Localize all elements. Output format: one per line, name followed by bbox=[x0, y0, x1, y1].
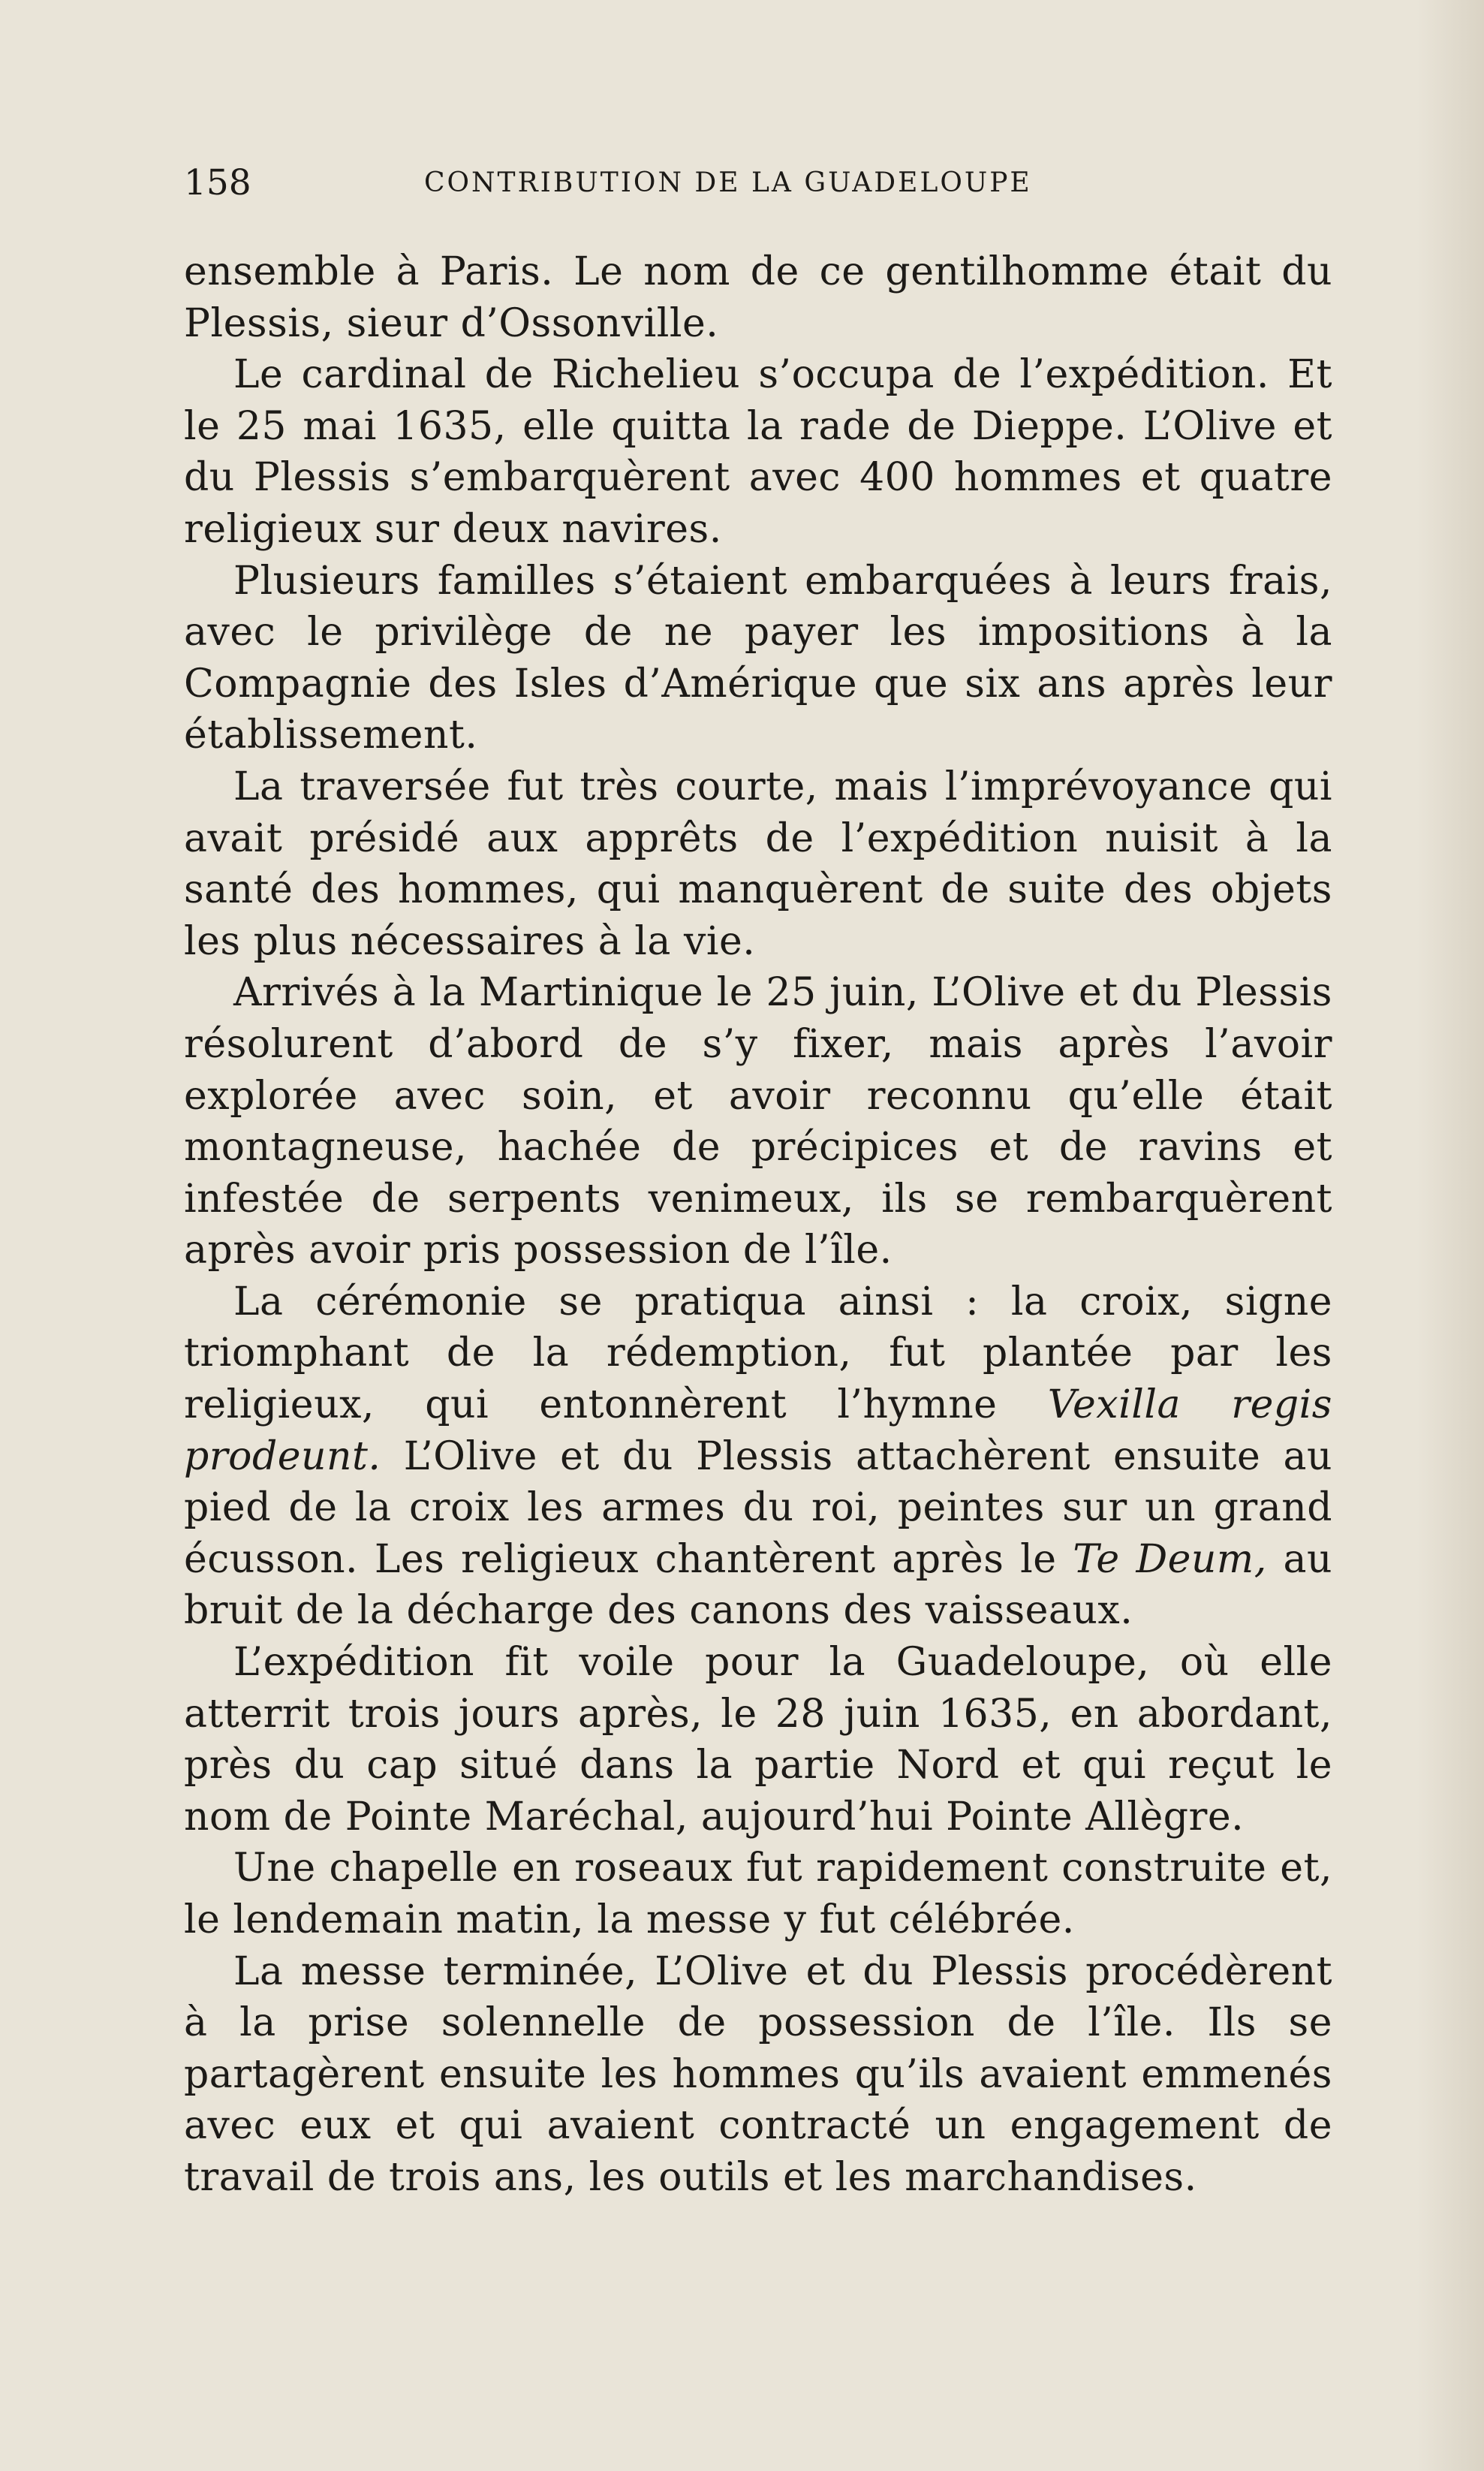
italic-te-deum: Te Deum, bbox=[1073, 1536, 1267, 1582]
paragraph-6-text-middle: L’Olive et du Plessis attachèrent ensuite au pied de la croix les armes du roi, peintes sur un grand écusson. Les religieux chantèrent après le bbox=[184, 1433, 1332, 1582]
page-number: 158 bbox=[184, 162, 251, 203]
paragraph-6-text-before-italic: La cérémonie se pratiqua ainsi : la croix, signe triomphant de la rédemption, fut plantée par les religieux, qui entonnèrent l’hymne bbox=[184, 1279, 1332, 1428]
running-head bbox=[184, 161, 1332, 206]
paragraph-4: La traversée fut très courte, mais l’imprévoyance qui avait présidé aux apprêts de l’expédition nuisit à la santé des hommes, qui manquèrent de suite des objets les plus nécessaires à la vie. bbox=[184, 764, 1332, 964]
body-text bbox=[184, 246, 1332, 2204]
paragraph-6-text-after-italic: au bruit de la décharge des canons des vaisseaux. bbox=[184, 1536, 1332, 1634]
paragraph-7: L’expédition fit voile pour la Guadeloupe, où elle atterrit trois jours après, le 28 juin 1635, en abordant, près du cap situé dans la partie Nord et qui reçut le nom de Pointe Maréchal, aujourd’hui Pointe Allègre. bbox=[184, 1640, 1332, 1840]
page-edge-shadow bbox=[1416, 0, 1484, 2471]
paragraph-5: Arrivés à la Martinique le 25 juin, L’Olive et du Plessis résolurent d’abord de s’y fixer, mais après l’avoir explorée avec soin, et avoir reconnu qu’elle était montagneuse, hachée de précipices et de ravins et infestée de serpents venimeux, ils se rembarquèrent après avoir pris possession de l’île. bbox=[184, 970, 1332, 1273]
paragraph-6 bbox=[184, 1276, 1332, 1637]
running-title: CONTRIBUTION DE LA GUADELOUPE bbox=[424, 167, 1032, 198]
paragraph-8: Une chapelle en roseaux fut rapidement construite et, le lendemain matin, la messe y fut célébrée. bbox=[184, 1846, 1332, 1942]
italic-hymn-title: Vexilla regis prodeunt. bbox=[184, 1382, 1332, 1479]
paragraph-2: Le cardinal de Richelieu s’occupa de l’expédition. Et le 25 mai 1635, elle quitta la rade de Dieppe. L’Olive et du Plessis s’embarquèrent avec 400 hommes et quatre religieux sur deux navires. bbox=[184, 352, 1332, 552]
paragraph-1: ensemble à Paris. Le nom de ce gentilhomme était du Plessis, sieur d’Ossonville. bbox=[184, 249, 1332, 346]
paragraph-3: Plusieurs familles s’étaient embarquées à leurs frais, avec le privilège de ne payer les impositions à la Compagnie des Isles d’Amérique que six ans après leur établissement. bbox=[184, 558, 1332, 758]
paragraph-9: La messe terminée, L’Olive et du Plessis procédèrent à la prise solennelle de possession de l’île. Ils se partagèrent ensuite les hommes qu’ils avaient emmenés avec eux et qui avaient contracté un engagement de travail de trois ans, les outils et les marchandises. bbox=[184, 1948, 1332, 2200]
